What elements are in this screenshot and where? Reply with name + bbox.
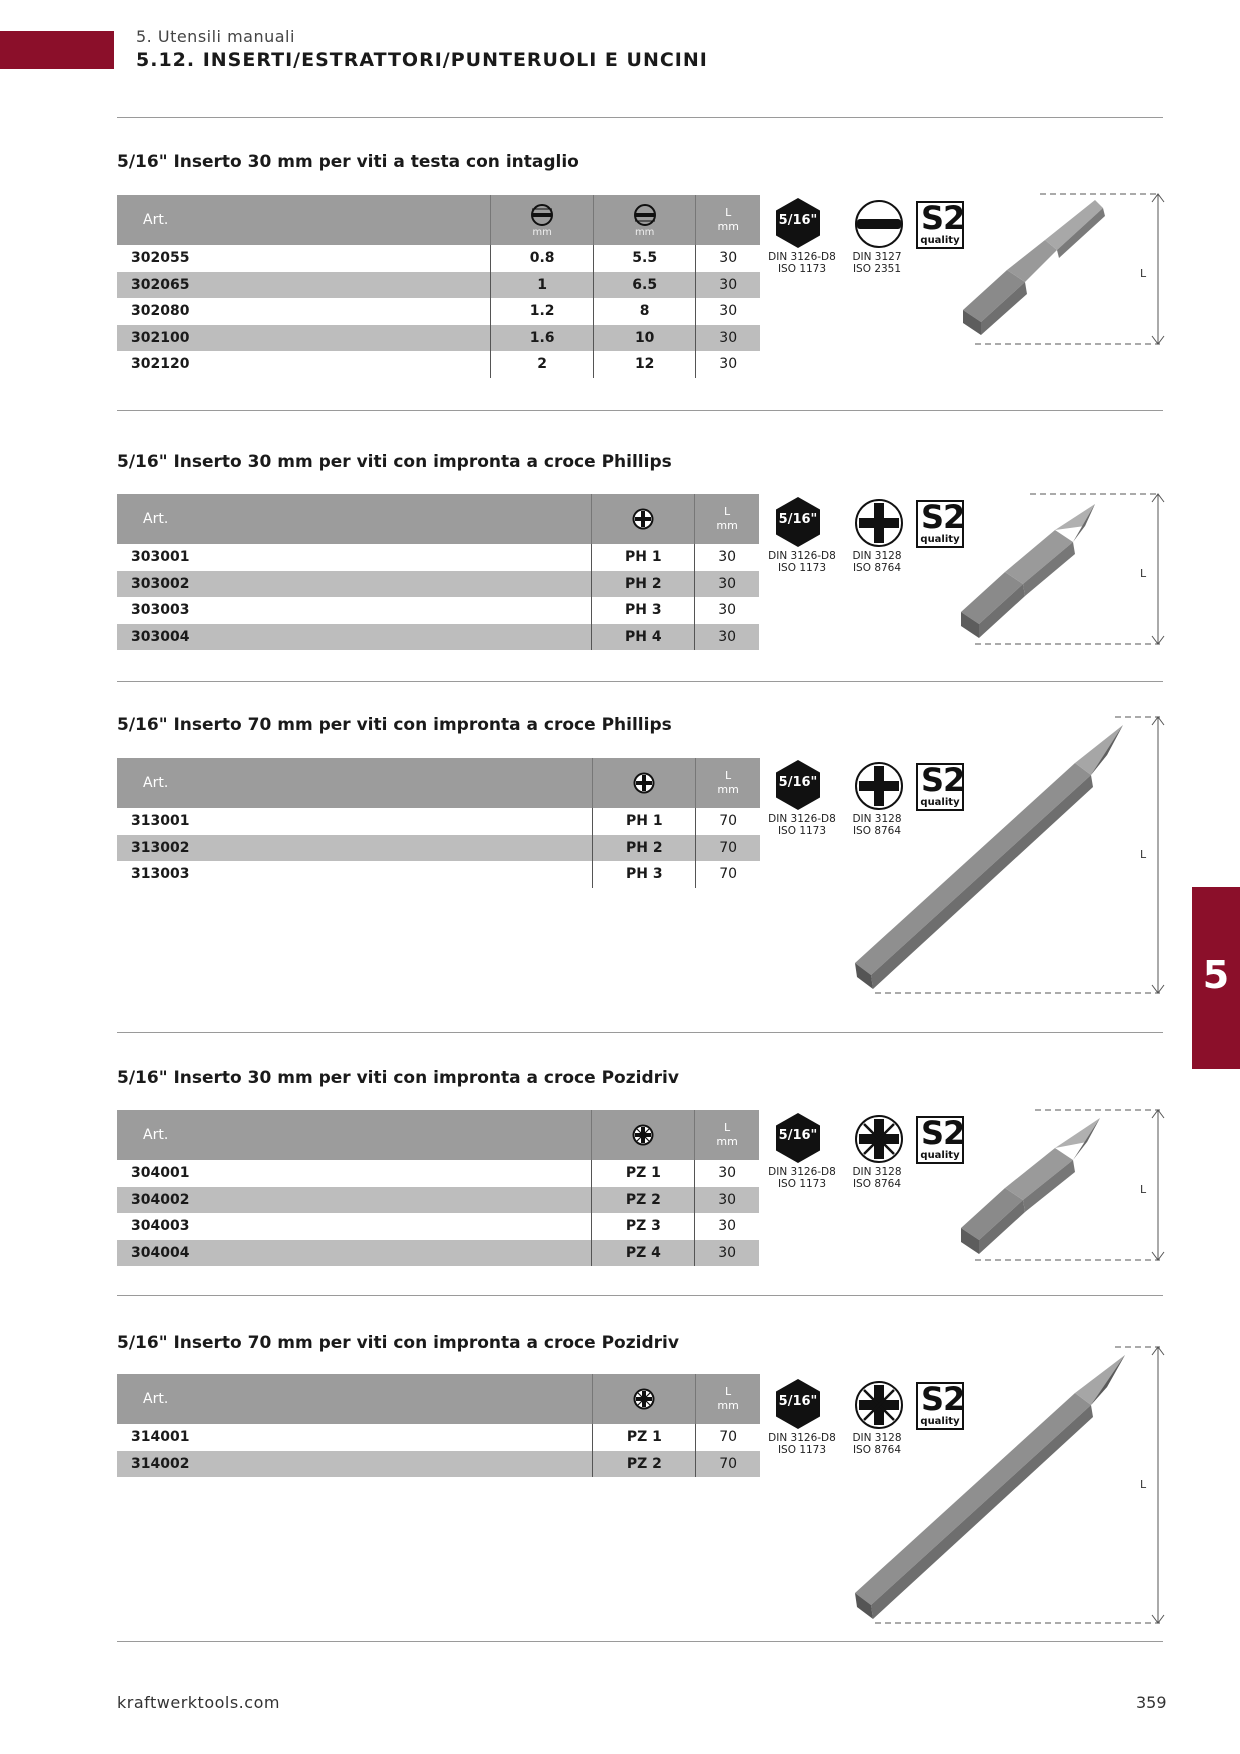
col-art: Art.	[117, 758, 593, 808]
col-blade-width: mm	[593, 195, 696, 245]
pozidriv-bit-image	[955, 1106, 1175, 1266]
table-row: 304002 PZ 2 30	[117, 1187, 759, 1214]
pozidriv-long-bit-image	[845, 1343, 1175, 1629]
standard-label: DIN 3128 ISO 8764	[852, 813, 902, 837]
table-row: 302120 2 12 30	[117, 351, 760, 378]
col-art: Art.	[117, 1374, 593, 1424]
phillips-bit-image	[955, 490, 1175, 650]
table-header	[117, 494, 759, 544]
product-title: 5/16" Inserto 30 mm per viti a testa con intaglio	[117, 152, 579, 172]
col-length: L mm	[696, 1374, 760, 1424]
page-number: 359	[1136, 1693, 1167, 1712]
pozidriv-icon	[631, 1123, 655, 1147]
table-header	[117, 758, 760, 808]
slotted-bit-image	[955, 190, 1175, 350]
svg-text:L: L	[1140, 1478, 1147, 1491]
slotted-tip-icon	[854, 199, 904, 249]
phillips-icon	[632, 771, 656, 795]
spec-table	[117, 1374, 760, 1477]
standard-label: DIN 3126-D8 ISO 1173	[768, 251, 836, 275]
table-row: 304001 PZ 1 30	[117, 1160, 759, 1187]
divider	[117, 1295, 1163, 1296]
table-row: 313001 PH 1 70	[117, 808, 760, 835]
col-art: Art.	[117, 1110, 592, 1160]
phillips-long-bit-image	[845, 713, 1175, 999]
standard-label: DIN 3126-D8 ISO 1173	[768, 550, 836, 574]
spec-badges: 5/16" S2 quality DIN 3126-D8 ISO 1173 DIN 3128 ISO 8764	[768, 761, 965, 837]
divider	[117, 410, 1163, 411]
col-tip-size	[593, 1374, 696, 1424]
standard-label: DIN 3128 ISO 8764	[852, 1432, 902, 1456]
table-row: 304003 PZ 3 30	[117, 1213, 759, 1240]
phillips-tip-icon	[854, 498, 904, 548]
table-row: 303002 PH 2 30	[117, 571, 759, 598]
pozidriv-tip-icon	[854, 1114, 904, 1164]
divider	[117, 681, 1163, 682]
spec-table	[117, 758, 760, 888]
divider	[117, 117, 1163, 118]
spec-table	[117, 494, 759, 650]
col-tip-size	[592, 494, 695, 544]
standard-label: DIN 3126-D8 ISO 1173	[768, 813, 836, 837]
phillips-icon	[631, 507, 655, 531]
col-length: L mm	[695, 1110, 759, 1160]
standard-label: DIN 3127 ISO 2351	[852, 251, 902, 275]
spec-table	[117, 195, 760, 378]
svg-text:L: L	[1140, 267, 1147, 280]
pozidriv-icon	[632, 1387, 656, 1411]
footer-website-link[interactable]: kraftwerktools.com	[117, 1693, 280, 1712]
svg-text:L: L	[1140, 1183, 1147, 1196]
table-header	[117, 1374, 760, 1424]
table-row: 313002 PH 2 70	[117, 835, 760, 862]
col-length: L mm	[696, 758, 760, 808]
s2-quality-badge: S2 quality	[916, 201, 964, 249]
slot-thickness-icon	[530, 203, 554, 227]
table-row: 302100 1.6 10 30	[117, 325, 760, 352]
s2-quality-badge: S2 quality	[916, 1382, 964, 1430]
slot-width-icon	[633, 203, 657, 227]
table-row: 303001 PH 1 30	[117, 544, 759, 571]
product-title: 5/16" Inserto 70 mm per viti con impronta a croce Phillips	[117, 715, 672, 735]
chapter-side-tab[interactable]: 5	[1192, 887, 1240, 1069]
table-row: 303004 PH 4 30	[117, 624, 759, 651]
svg-text:L: L	[1140, 567, 1147, 580]
product-title: 5/16" Inserto 30 mm per viti con impronta a croce Phillips	[117, 452, 672, 472]
s2-quality-badge: S2 quality	[916, 1116, 964, 1164]
col-length: L mm	[696, 195, 760, 245]
table-row: 304004 PZ 4 30	[117, 1240, 759, 1267]
s2-quality-badge: S2 quality	[916, 763, 964, 811]
table-header	[117, 195, 760, 245]
chapter-label: 5. Utensili manuali	[136, 27, 295, 46]
table-row: 314001 PZ 1 70	[117, 1424, 760, 1451]
col-art: Art.	[117, 494, 592, 544]
svg-text:L: L	[1140, 848, 1147, 861]
table-row: 302080 1.2 8 30	[117, 298, 760, 325]
spec-badges: 5/16" S2 quality DIN 3126-D8 ISO 1173 DIN 3127 ISO 2351	[768, 199, 965, 275]
table-header	[117, 1110, 759, 1160]
col-tip-size	[593, 758, 696, 808]
table-row: 314002 PZ 2 70	[117, 1451, 760, 1478]
col-art: Art.	[117, 195, 491, 245]
spec-table	[117, 1110, 759, 1266]
table-row: 302055 0.8 5.5 30	[117, 245, 760, 272]
spec-badges: 5/16" S2 quality DIN 3126-D8 ISO 1173 DIN 3128 ISO 8764	[768, 498, 965, 574]
standard-label: DIN 3126-D8 ISO 1173	[768, 1432, 836, 1456]
spec-badges: 5/16" S2 quality DIN 3126-D8 ISO 1173 DIN 3128 ISO 8764	[768, 1114, 965, 1190]
chapter-color-bar	[0, 31, 114, 69]
col-length: L mm	[695, 494, 759, 544]
spec-badges: 5/16" S2 quality DIN 3126-D8 ISO 1173 DIN 3128 ISO 8764	[768, 1380, 965, 1456]
table-row: 302065 1 6.5 30	[117, 272, 760, 299]
standard-label: DIN 3128 ISO 8764	[852, 550, 902, 574]
s2-quality-badge: S2 quality	[916, 500, 964, 548]
divider	[117, 1641, 1163, 1642]
divider	[117, 1032, 1163, 1033]
product-title: 5/16" Inserto 30 mm per viti con impronta a croce Pozidriv	[117, 1068, 679, 1088]
standard-label: DIN 3126-D8 ISO 1173	[768, 1166, 836, 1190]
table-row: 313003 PH 3 70	[117, 861, 760, 888]
product-title: 5/16" Inserto 70 mm per viti con impronta a croce Pozidriv	[117, 1333, 679, 1353]
table-row: 303003 PH 3 30	[117, 597, 759, 624]
col-tip-size	[592, 1110, 695, 1160]
standard-label: DIN 3128 ISO 8764	[852, 1166, 902, 1190]
col-blade-thickness: mm	[491, 195, 594, 245]
section-title: 5.12. INSERTI/ESTRATTORI/PUNTERUOLI E UNCINI	[136, 49, 708, 71]
